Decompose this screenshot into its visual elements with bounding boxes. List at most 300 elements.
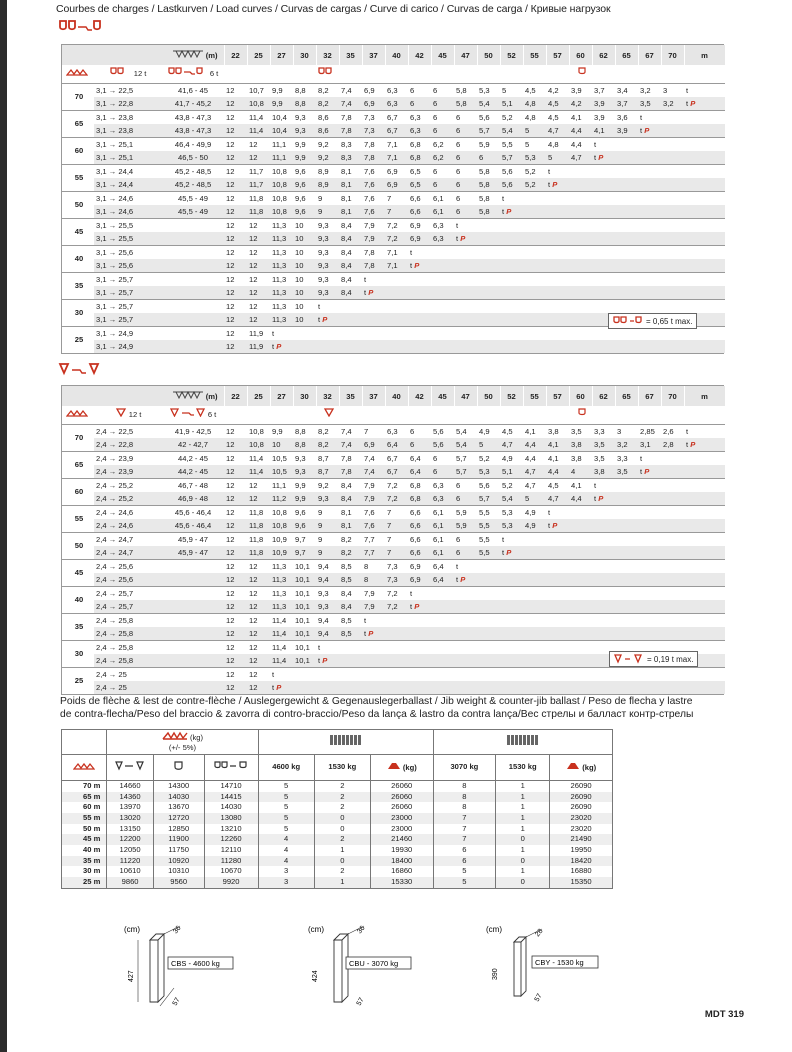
load-cell: 12 <box>224 424 247 438</box>
jib-range <box>160 600 224 614</box>
load-cell: 8,8 <box>293 97 316 111</box>
load-cell: 10,8 <box>270 205 293 219</box>
table-row <box>62 299 725 313</box>
jib-range <box>160 299 224 313</box>
load-cell <box>615 613 638 627</box>
load-cell: 5,9 <box>454 519 477 533</box>
load-cell: 6,5 <box>408 164 431 178</box>
load-cell <box>615 191 638 205</box>
weight-cell: 8 <box>433 781 496 792</box>
load-cell <box>661 259 684 273</box>
load-cell: t P <box>592 492 615 506</box>
load-cell <box>661 559 684 573</box>
load-cell <box>454 259 477 273</box>
load-cell: 10,8 <box>270 505 293 519</box>
load-cell: 8,4 <box>339 492 362 506</box>
load-cell: 10,1 <box>293 654 316 668</box>
weight-cell: 2 <box>314 792 370 803</box>
svg-text:CBY - 1530 kg: CBY - 1530 kg <box>535 958 584 967</box>
load-cell <box>523 586 546 600</box>
load-cell: 5,3 <box>477 83 500 97</box>
weight-cell: 1 <box>496 845 550 856</box>
hook-range: 2,4 → 25,6 <box>94 573 160 587</box>
radius-col-20: m <box>684 386 725 406</box>
load-cell <box>546 627 569 641</box>
load-cell: 6 <box>431 124 454 138</box>
load-cell <box>638 299 661 313</box>
load-cell: 6 <box>431 97 454 111</box>
load-cell: 5,8 <box>454 83 477 97</box>
boom-length: 60 <box>62 137 94 164</box>
load-cell: 10,9 <box>270 532 293 546</box>
load-cell: 7 <box>385 546 408 560</box>
jib-weight-header: (kg) (+/- 5%) <box>107 730 258 755</box>
load-cell: 6,9 <box>362 83 385 97</box>
load-cell: 12 <box>247 137 270 151</box>
load-cell: 6,3 <box>408 124 431 138</box>
table-row <box>62 164 725 178</box>
load-cell: 12 <box>247 667 270 681</box>
radius-col-18: 67 <box>638 45 661 65</box>
hook-range: 2,4 → 25,6 <box>94 559 160 573</box>
weight-cell: 1 <box>496 866 550 877</box>
load-cell: 4,5 <box>523 83 546 97</box>
table-row <box>62 286 725 300</box>
svg-text:424: 424 <box>312 970 319 982</box>
load-cell: 9,6 <box>293 164 316 178</box>
load-cell: 10,1 <box>293 613 316 627</box>
weight-cell: 23000 <box>370 813 433 824</box>
load-cell: 6,3 <box>431 232 454 246</box>
weight-cell: 1 <box>496 824 550 835</box>
load-cell: 5 <box>523 124 546 138</box>
load-cell: 12 <box>224 191 247 205</box>
boom-icon <box>62 406 94 424</box>
load-cell: 6,7 <box>385 124 408 138</box>
hook-range: 2,4 → 23,9 <box>94 451 160 465</box>
sub-hook-double-icon <box>318 67 340 76</box>
load-cell: 3,9 <box>592 97 615 111</box>
load-cell <box>684 340 725 353</box>
load-cell: 6,9 <box>408 232 431 246</box>
load-cell: 8,2 <box>339 546 362 560</box>
load-cell: 7,3 <box>362 124 385 138</box>
load-cell: 3,9 <box>615 124 638 138</box>
weight-cell: 0 <box>314 813 370 824</box>
weight-cell: 13080 <box>204 813 258 824</box>
load-cell: 11,3 <box>270 573 293 587</box>
load-cell <box>523 313 546 327</box>
load-cell <box>408 640 431 654</box>
load-cell <box>477 640 500 654</box>
load-cell: 3,2 <box>638 83 661 97</box>
load-cell <box>569 191 592 205</box>
load-cell <box>638 232 661 246</box>
weight-cell: 7 <box>433 813 496 824</box>
load-cell: 6,1 <box>431 205 454 219</box>
load-cell <box>569 519 592 533</box>
load-cell <box>523 286 546 300</box>
svg-text:57: 57 <box>533 992 544 1003</box>
load-cell: 4,8 <box>523 97 546 111</box>
table-row <box>62 245 725 259</box>
boom-length: 25 <box>62 326 94 353</box>
load-cell <box>615 546 638 560</box>
load-cell: 7 <box>385 519 408 533</box>
load-cell <box>385 286 408 300</box>
load-cell: 3,2 <box>615 438 638 452</box>
load-cell: 2,8 <box>661 438 684 452</box>
load-cell: 11,4 <box>247 451 270 465</box>
hook-range: 2,4 → 25,2 <box>94 492 160 506</box>
load-cell: 7,9 <box>362 478 385 492</box>
load-cell <box>500 681 523 694</box>
hook-range: 3,1 → 24,6 <box>94 205 160 219</box>
load-cell: 12 <box>224 178 247 192</box>
load-cell: 4,9 <box>477 424 500 438</box>
load-cell: 6,9 <box>385 164 408 178</box>
hook-4fall-icon <box>107 755 153 781</box>
load-cell <box>569 681 592 694</box>
load-cell: t P <box>546 178 569 192</box>
hook-range: 2,4 → 25 <box>94 667 160 681</box>
sub-hook-tri-icon <box>323 408 335 417</box>
load-cell <box>339 299 362 313</box>
weights-caption-line-2: de contra-flecha/Peso del braccio & zavorra di contro-braccio/Peso da lança & lastro da contra lança/Вес стрелы и балласт контр-стрелы <box>60 709 694 720</box>
load-cell <box>477 613 500 627</box>
load-cell <box>500 313 523 327</box>
load-cell <box>569 640 592 654</box>
load-cell: 4,7 <box>523 465 546 479</box>
load-cell: 9,4 <box>316 559 339 573</box>
load-cell: 6 <box>454 151 477 165</box>
load-cell: 12 <box>224 681 247 694</box>
radius-col-7: 40 <box>385 45 408 65</box>
radius-col-4: 32 <box>316 386 339 406</box>
hook-range: 2,4 → 22,5 <box>94 424 160 438</box>
load-cell: 8,3 <box>339 151 362 165</box>
load-cell: 8 <box>362 573 385 587</box>
load-cell: 6,3 <box>385 97 408 111</box>
load-cell: 8,1 <box>339 191 362 205</box>
load-cell: 12 <box>247 559 270 573</box>
load-cell <box>661 110 684 124</box>
load-cell <box>569 667 592 681</box>
load-cell: 8,1 <box>339 519 362 533</box>
load-cell <box>684 478 725 492</box>
weight-cell: 7 <box>433 824 496 835</box>
load-cell <box>661 681 684 694</box>
max-load-note-2 <box>609 651 698 667</box>
load-cell: 4,7 <box>546 124 569 138</box>
hook-range: 2,4 → 25,2 <box>94 478 160 492</box>
load-cell: 8,4 <box>339 232 362 246</box>
load-cell: 12 <box>224 586 247 600</box>
load-cell: 8,4 <box>339 478 362 492</box>
load-cell: 4,8 <box>523 110 546 124</box>
load-cell <box>454 600 477 614</box>
load-cell: 11,9 <box>247 326 270 340</box>
load-cell <box>385 681 408 694</box>
load-cell: 5,6 <box>477 110 500 124</box>
boom-length: 55 <box>62 164 94 191</box>
load-cell <box>431 340 454 353</box>
load-cell: 5,4 <box>454 424 477 438</box>
load-cell <box>362 640 385 654</box>
load-cell: 8,7 <box>316 465 339 479</box>
weight-cell: 6 <box>433 856 496 867</box>
weight-cell: 60 m <box>62 802 107 813</box>
load-cell: 11,3 <box>270 299 293 313</box>
load-cell <box>592 259 615 273</box>
load-cell: 11,8 <box>247 505 270 519</box>
load-cell <box>408 313 431 327</box>
jib-range: 45,6 - 46,4 <box>160 519 224 533</box>
load-cell <box>477 586 500 600</box>
load-cell: 11,3 <box>270 586 293 600</box>
radius-col-1: 25 <box>247 386 270 406</box>
load-cell: 6,6 <box>408 546 431 560</box>
load-cell: 9,3 <box>293 110 316 124</box>
load-cell: 10,8 <box>270 519 293 533</box>
load-cell: 4,9 <box>500 451 523 465</box>
load-cell: 7,8 <box>339 124 362 138</box>
load-cell: 3,5 <box>615 465 638 479</box>
load-cell: 12 <box>224 313 247 327</box>
load-cell: 7,3 <box>385 559 408 573</box>
load-cell <box>454 245 477 259</box>
load-cell <box>638 340 661 353</box>
load-cell <box>569 164 592 178</box>
load-cell <box>661 218 684 232</box>
load-cell <box>615 667 638 681</box>
table-row <box>62 110 725 124</box>
weight-cell: 7 <box>433 834 496 845</box>
load-cell <box>661 505 684 519</box>
hook-range: 3,1 → 25,5 <box>94 218 160 232</box>
load-cell: 12 <box>224 478 247 492</box>
load-cell: 7,2 <box>385 232 408 246</box>
load-cell: 10,8 <box>270 164 293 178</box>
load-cell <box>385 640 408 654</box>
load-cell <box>661 205 684 219</box>
radius-col-12: 52 <box>500 45 523 65</box>
load-cell: 8,4 <box>339 259 362 273</box>
radius-col-19: 70 <box>661 386 684 406</box>
load-cell <box>500 667 523 681</box>
load-cell: 4,4 <box>523 451 546 465</box>
weight-row <box>62 834 613 845</box>
load-cell <box>569 546 592 560</box>
weight-cell: 23020 <box>550 824 613 835</box>
load-cell <box>592 573 615 587</box>
hook-range: 3,1 → 22,8 <box>94 97 160 111</box>
load-cell <box>684 299 725 313</box>
load-cell <box>592 286 615 300</box>
load-cell: 7,1 <box>385 259 408 273</box>
load-cell <box>454 586 477 600</box>
load-cell: 5,4 <box>477 97 500 111</box>
hook-range: 3,1 → 25,6 <box>94 245 160 259</box>
jib-icon <box>162 731 188 740</box>
load-cell: 4,5 <box>546 110 569 124</box>
load-cell <box>431 613 454 627</box>
load-cell: 12 <box>224 205 247 219</box>
load-cell <box>477 667 500 681</box>
load-cell: 5,2 <box>500 478 523 492</box>
load-cell: 6 <box>454 532 477 546</box>
load-cell <box>339 313 362 327</box>
load-cell: 7,7 <box>362 546 385 560</box>
load-cell <box>385 313 408 327</box>
load-cell <box>339 681 362 694</box>
load-cell: t <box>454 218 477 232</box>
load-cell <box>592 505 615 519</box>
load-cell: 9 <box>316 505 339 519</box>
load-cell: 7,8 <box>339 465 362 479</box>
load-cell: 11,4 <box>270 613 293 627</box>
load-cell: 12 <box>224 559 247 573</box>
load-cell: 7,2 <box>385 586 408 600</box>
load-cell <box>684 519 725 533</box>
weight-cell: 50 m <box>62 824 107 835</box>
load-cell <box>546 681 569 694</box>
load-cell <box>546 191 569 205</box>
weight-cell: 11220 <box>107 856 153 867</box>
load-cell: 12 <box>224 326 247 340</box>
load-cell: 10 <box>293 286 316 300</box>
load-cell: 9,3 <box>293 465 316 479</box>
load-cell <box>546 546 569 560</box>
load-cell: 5,2 <box>523 178 546 192</box>
table-row <box>62 600 725 614</box>
load-cell: 9,2 <box>316 151 339 165</box>
table-row <box>62 272 725 286</box>
load-cell <box>661 573 684 587</box>
load-cell: 6,7 <box>385 465 408 479</box>
load-cell <box>385 340 408 353</box>
weight-cell: 12260 <box>204 834 258 845</box>
hook-small-icon <box>577 408 587 417</box>
load-cell: 6,1 <box>431 519 454 533</box>
load-cell <box>431 627 454 641</box>
load-cell <box>477 573 500 587</box>
weight-cell: 0 <box>314 824 370 835</box>
hook-range: 2,4 → 23,9 <box>94 465 160 479</box>
load-cell <box>431 272 454 286</box>
table-row <box>62 438 725 452</box>
load-cell: 11,8 <box>247 205 270 219</box>
load-cell: 6 <box>454 546 477 560</box>
load-cell: 12 <box>224 245 247 259</box>
jib-range <box>160 559 224 573</box>
load-cell <box>638 492 661 506</box>
load-cell: t <box>500 191 523 205</box>
load-cell <box>500 286 523 300</box>
load-cell: 8,4 <box>339 218 362 232</box>
load-cell: 7,1 <box>385 137 408 151</box>
load-cell: 6,9 <box>408 559 431 573</box>
jib-range: 46,9 - 48 <box>160 492 224 506</box>
jib-range <box>160 272 224 286</box>
load-cell <box>638 164 661 178</box>
load-cell <box>615 600 638 614</box>
radius-col-3: 30 <box>293 45 316 65</box>
weight-cell: 0 <box>314 856 370 867</box>
load-cell <box>477 232 500 246</box>
load-cell <box>523 640 546 654</box>
load-cell: 6,8 <box>408 151 431 165</box>
cap-6t-header: 6 t <box>160 65 224 83</box>
load-cell <box>293 326 316 340</box>
load-cell: 9,3 <box>293 124 316 138</box>
load-cell <box>615 299 638 313</box>
table-row <box>62 218 725 232</box>
table-row <box>62 586 725 600</box>
load-cell <box>684 218 725 232</box>
load-cell <box>546 259 569 273</box>
load-cell <box>615 627 638 641</box>
load-cell: 3,9 <box>569 83 592 97</box>
weight-cell: 14710 <box>204 781 258 792</box>
load-cell <box>523 559 546 573</box>
jib-range <box>160 667 224 681</box>
load-cell <box>638 519 661 533</box>
load-cell: 9,4 <box>316 627 339 641</box>
load-cell <box>592 178 615 192</box>
load-cell: 9,3 <box>316 232 339 246</box>
page-edge-strip <box>0 0 7 1052</box>
load-cell: 3,6 <box>615 110 638 124</box>
boom-length: 70 <box>62 83 94 110</box>
load-cell: 8,5 <box>339 559 362 573</box>
hook-range: 2,4 → 25,7 <box>94 586 160 600</box>
load-cell <box>569 245 592 259</box>
load-cell <box>339 667 362 681</box>
load-cell <box>500 340 523 353</box>
load-cell: 12 <box>224 218 247 232</box>
load-cell <box>408 654 431 668</box>
load-cell: 6 <box>454 124 477 138</box>
load-cell: 6,8 <box>408 478 431 492</box>
load-cell: 6 <box>431 110 454 124</box>
load-cell <box>615 164 638 178</box>
load-cell: 6,6 <box>408 191 431 205</box>
load-cell: 6 <box>431 83 454 97</box>
weight-cell: 26060 <box>370 781 433 792</box>
jib-range <box>160 340 224 353</box>
load-cell: 3,8 <box>592 465 615 479</box>
load-cell <box>293 340 316 353</box>
load-cell: 12 <box>224 299 247 313</box>
load-cell: 5 <box>477 438 500 452</box>
load-cell <box>638 505 661 519</box>
cap-12t-header: 12 t <box>94 406 160 424</box>
load-cell: 10,8 <box>270 178 293 192</box>
load-cell: 9,6 <box>293 505 316 519</box>
load-cell <box>592 546 615 560</box>
load-cell <box>385 299 408 313</box>
load-cell: 5 <box>523 137 546 151</box>
hook-range: 3,1 → 24,9 <box>94 326 160 340</box>
load-cell <box>523 681 546 694</box>
load-cell: 7,6 <box>362 505 385 519</box>
load-cell <box>454 272 477 286</box>
load-cell: 6 <box>431 451 454 465</box>
load-cell: 6,3 <box>431 218 454 232</box>
load-cell: 9 <box>316 546 339 560</box>
load-cell <box>592 613 615 627</box>
